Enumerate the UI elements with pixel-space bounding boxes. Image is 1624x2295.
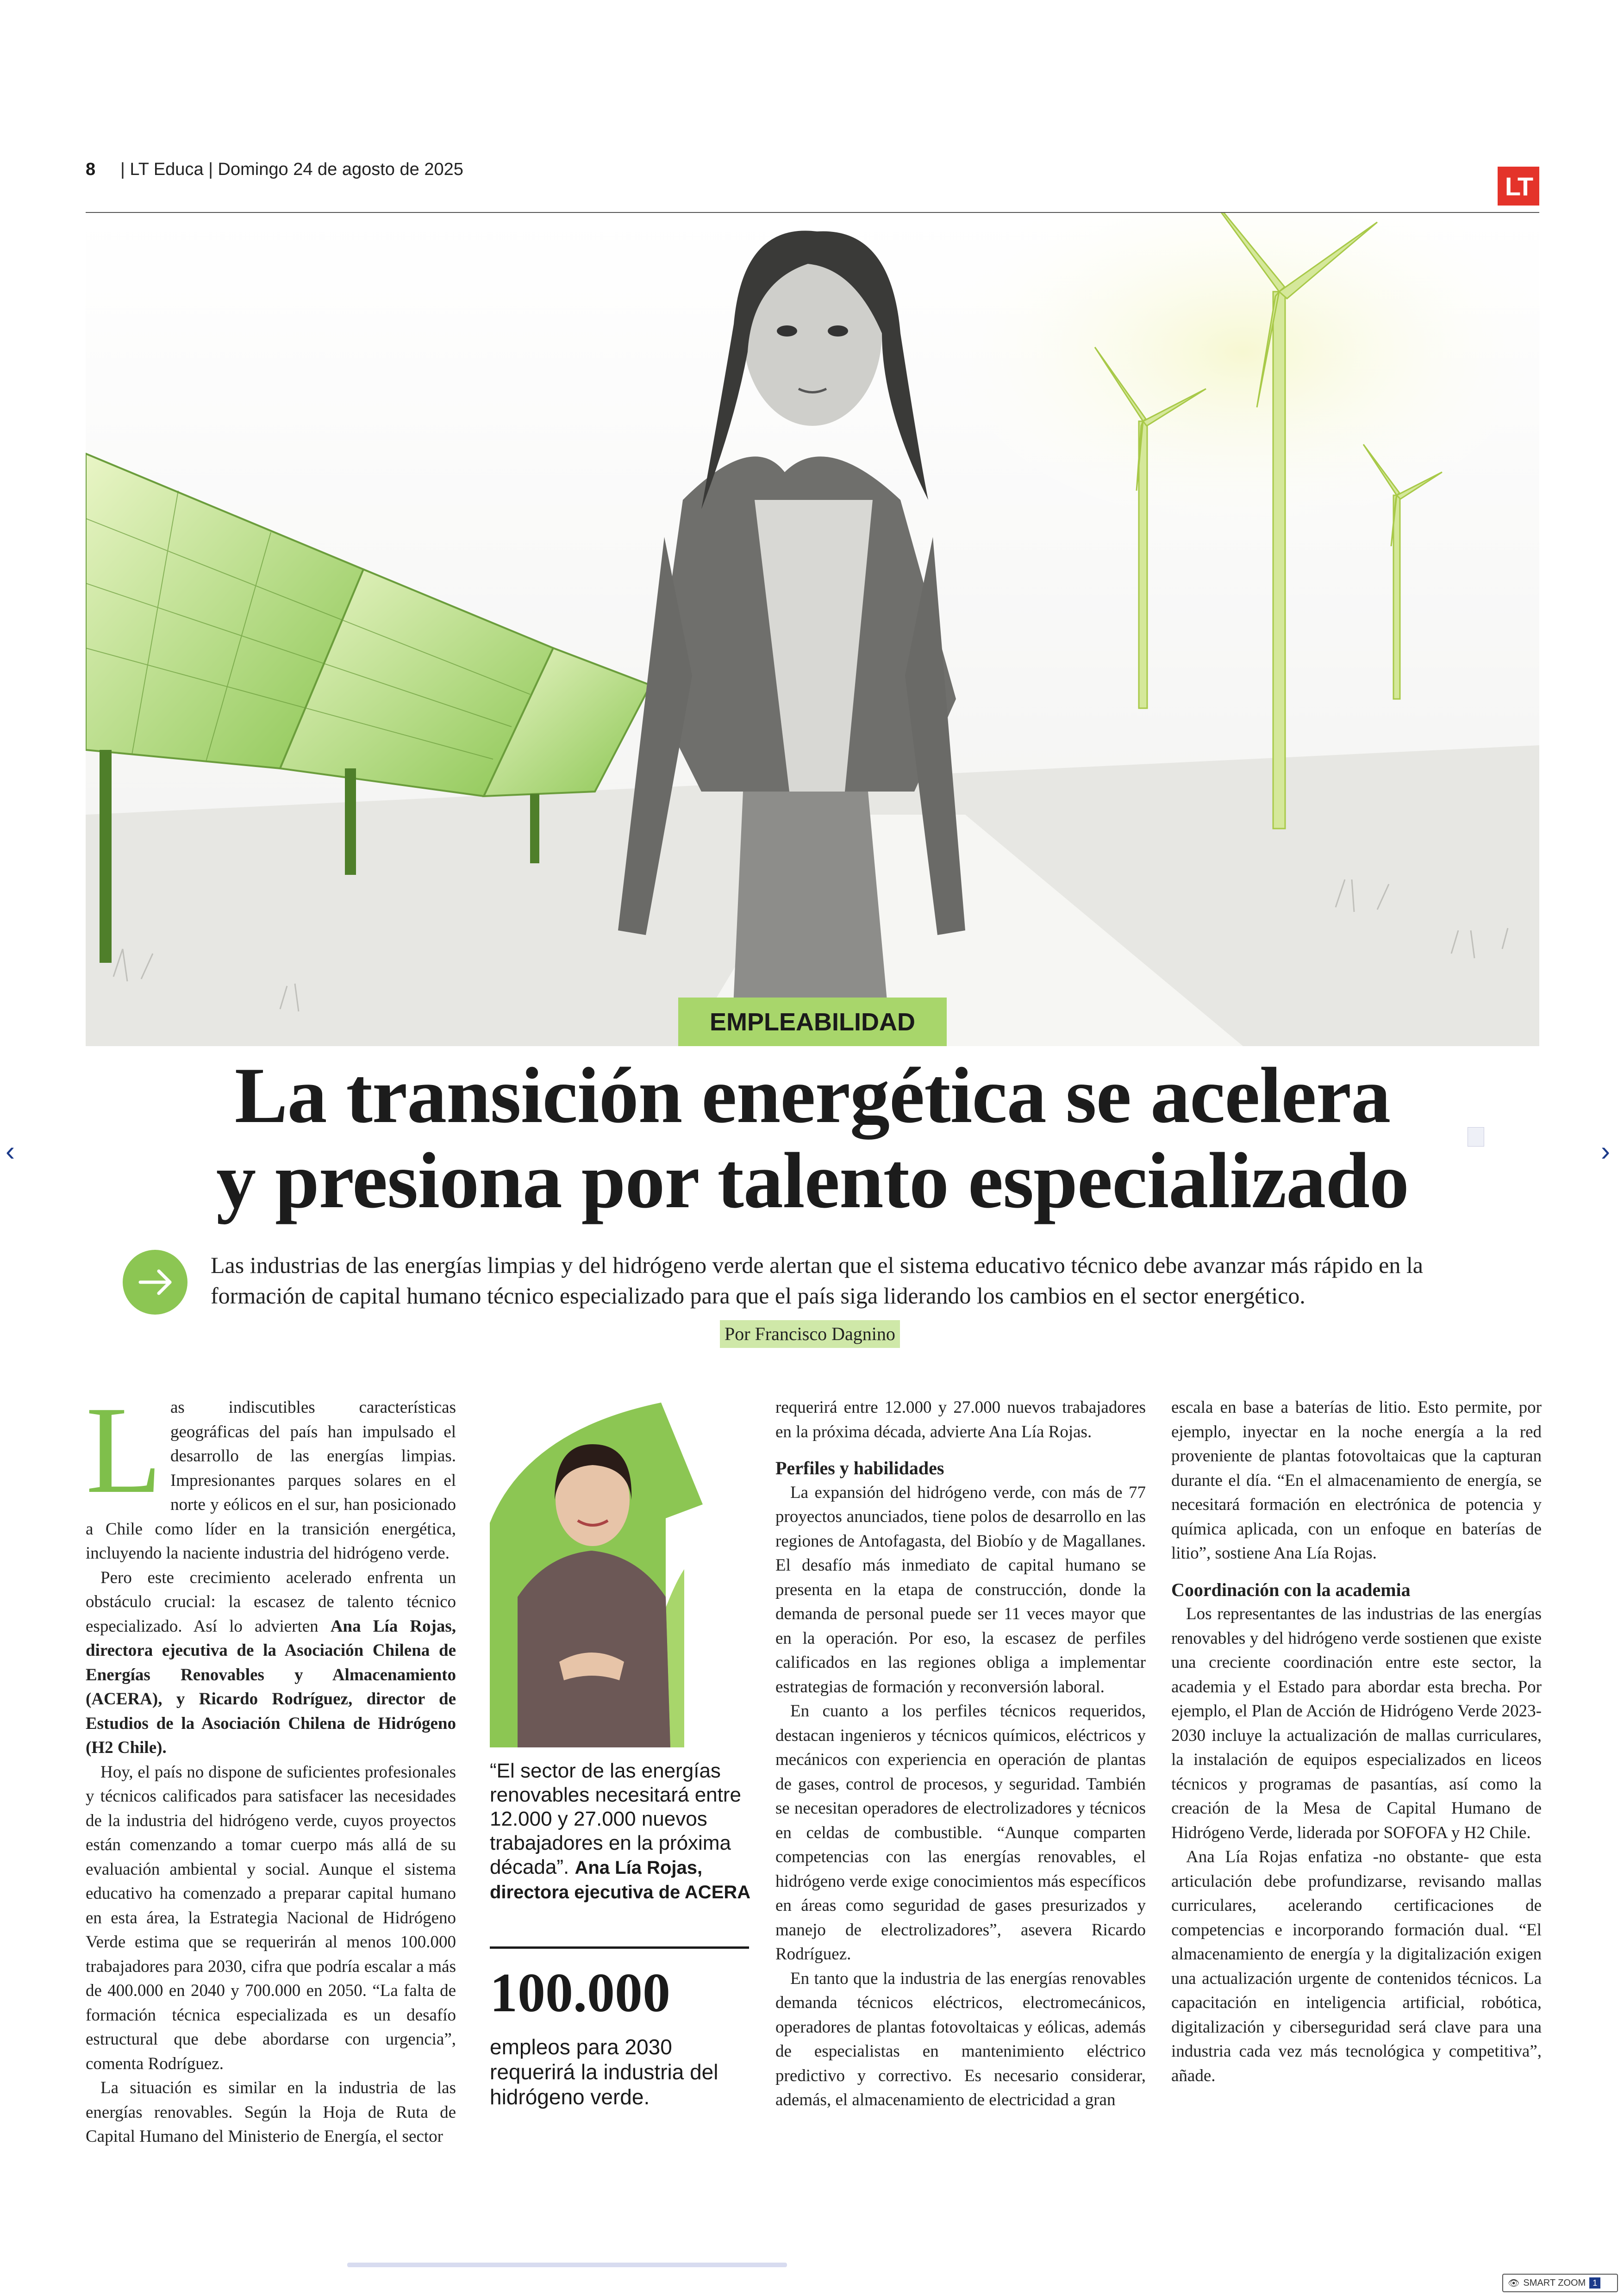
article-column-1 xyxy=(86,1381,456,2149)
pull-quote xyxy=(490,1759,754,1904)
pull-quote-text: “El sector de las energías renovables necesitará entre 12.000 y 27.000 nuevos trabajadores en la próxima década”. xyxy=(490,1759,741,1878)
article-deck: Las industrias de las energías limpias y del hidrógeno verde alertan que el sistema educativo técnico debe avanzar más rápido en la formación de capital humano técnico especializado para que el país siga liderando los cambios en el sector energético. xyxy=(211,1252,1423,1309)
paragraph: Los representantes de las industrias de las energías renovables y del hidrógeno verde sostienen que existe una creciente coordinación entre este sector, la academia y el Estado para abordar esta brecha. Por ejemplo, el Plan de Acción de Hidrógeno Verde 2023-2030 incluye la actualización de mallas curriculares, la instalación de equipos especializados en liceos técnicos y programas de pasantías, así como la creación de la Mesa de Capital Humano de Hidrógeno Verde, liderada por SOFOFA y H2 Chile. xyxy=(1171,1604,1542,1842)
page-marker-icon[interactable] xyxy=(1468,1127,1484,1147)
page-number: 8 xyxy=(86,160,96,179)
paragraph: En tanto que la industria de las energías renovables demanda técnicos eléctricos, electromecánicos, operadores de plantas fotovoltaicas y eólicas, además de especialistas en mantenimiento eléctrico predictivo y correctivo. Es necesario considerar, además, el almacenamiento de electricidad a gran xyxy=(775,1969,1146,2109)
previous-page-arrow-icon[interactable]: ‹ xyxy=(6,1135,15,1166)
headline-line-1: La transición energética se acelera xyxy=(234,1052,1391,1140)
byline: Por Francisco Dagnino xyxy=(720,1320,900,1348)
paragraph: as indiscutibles características geográficas del país han impulsado el desarrollo de las energías limpias. Impresionantes parques solares en el norte y eólicos en el sur, han posicionado a Chile como líder en la transición energética, incluyendo la naciente industria del hidrógeno verde. xyxy=(86,1398,456,1563)
paragraph-text: Pero este crecimiento acelerado enfrenta un obstáculo crucial: la escasez de talento técnico especializado. Así lo advierten xyxy=(86,1568,456,1636)
article-column-4 xyxy=(1171,1396,1542,2088)
drop-cap: L xyxy=(86,1381,162,1519)
paragraph: En cuanto a los perfiles técnicos requeridos, destacan ingenieros y técnicos químicos, eléctricos y mecánicos con experiencia en operación de plantas de gases, control de procesos, y seguridad. También se necesitan operadores de electrolizadores y técnicos en celdas de combustible. “Aunque comparten competencias con las energías renovables, el hidrógeno verde exige conocimientos más específicos en áreas como seguridad de gases presurizados y manejo de electrolizadores”, asevera Ricardo Rodríguez. xyxy=(775,1702,1146,1964)
paragraph: La expansión del hidrógeno verde, con más de 77 proyectos anunciados, tiene polos de desarrollo en las regiones de Antofagasta, del Biobío y de Magallanes. El desafío más inmediato de capital humano se presenta en la etapa de construcción, donde la demanda de personal puede ser 11 veces mayor que en la operación. Por eso, la escasez de perfiles calificados en las regiones obliga a implementar estrategias de formación y reconversión laboral. xyxy=(775,1483,1146,1696)
header-dateline: | LT Educa | Domingo 24 de agosto de 2025 xyxy=(120,160,463,179)
pull-quote-attribution: Ana Lía Rojas, directora ejecutiva de ACERA xyxy=(490,1858,751,1902)
subheading: Perfiles y habilidades xyxy=(775,1458,944,1478)
paragraph-bold-text: Ana Lía Rojas, directora ejecutiva de la Asociación Chilena de Energías Renovables y Almacenamiento (ACERA), y Ricardo Rodríguez, director de Estudios de la Asociación Chilena de Hidrógeno (H2 Chile). xyxy=(86,1616,456,1757)
hero-illustration-svg xyxy=(86,213,1539,1046)
paragraph: Hoy, el país no dispone de suficientes profesionales y técnicos calificados para satisfacer las necesidades de la industria del hidrógeno verde, cuyos proyectos están comenzando a tomar cuerpo más allá de su evaluación ambiental y social. Aunque el sistema educativo ha comenzado a preparar capital humano en esta área, la Estrategia Nacional de Hidrógeno Verde estima que se requerirán al menos 100.000 trabajadores para 2030, cifra que podría escalar a más de 400.000 en 2040 y 700.000 en 2050. “La falta de formación técnica especializada es un desafío estructural que debe abordarse con urgencia”, comenta Rodríguez. xyxy=(86,1762,456,2073)
headline-line-2: y presiona por talento especializado xyxy=(216,1137,1409,1225)
smart-zoom-button[interactable] xyxy=(1502,2274,1618,2292)
page-indicator: 1 xyxy=(1589,2277,1600,2289)
headline xyxy=(86,1053,1539,1223)
arrow-right-icon xyxy=(123,1250,187,1315)
next-page-arrow-icon[interactable]: › xyxy=(1601,1135,1610,1166)
paragraph: escala en base a baterías de litio. Esto permite, por ejemplo, inyectar en la noche energía a la red proveniente de plantas fotovoltaicas que la capturan durante el día. “En el almacenamiento de energía, se necesitará formación en electrónica de potencia y química aplicada, con un enfoque en baterías de litio”, sostiene Ana Lía Rojas. xyxy=(1171,1398,1542,1563)
portrait-photo xyxy=(490,1403,717,1747)
paragraph: Ana Lía Rojas enfatiza -no obstante- que esta articulación debe profundizarse, revisando mallas curriculares, acelerando certificaciones de competencias e incorporando formación dual. “El almacenamiento de energía y la digitalización exigen una actualización urgente de contenidos técnicos. La capacitación en inteligencia artificial, robótica, digitalización y ciberseguridad será clave para una industria cada vez más tecnológica y competitiva”, añade. xyxy=(1171,1847,1542,2085)
paragraph xyxy=(86,1566,456,1760)
subheading: Coordinación con la academia xyxy=(1171,1579,1411,1600)
section-tag: EMPLEABILIDAD xyxy=(678,998,947,1046)
paragraph: requerirá entre 12.000 y 27.000 nuevos trabajadores en la próxima década, advierte Ana Lía Rojas. xyxy=(775,1398,1146,1441)
article-column-3 xyxy=(775,1396,1146,2113)
smart-zoom-label: SMART ZOOM xyxy=(1523,2277,1586,2288)
stat-number: 100.000 xyxy=(490,1962,670,2023)
paragraph: La situación es similar en la industria de las energías renovables. Según la Hoja de Ruta de Capital Humano del Ministerio de Energía, el sector xyxy=(86,2078,456,2146)
eye-icon: 👁 xyxy=(1508,2278,1520,2289)
stat-caption: empleos para 2030 requerirá la industria del hidrógeno verde. xyxy=(490,2035,718,2109)
quote-divider xyxy=(490,1946,749,1949)
horizontal-scrollbar[interactable] xyxy=(347,2263,787,2267)
hero-illustration xyxy=(86,213,1539,1046)
page-header xyxy=(86,160,1539,215)
lt-logo: LT xyxy=(1498,167,1539,206)
